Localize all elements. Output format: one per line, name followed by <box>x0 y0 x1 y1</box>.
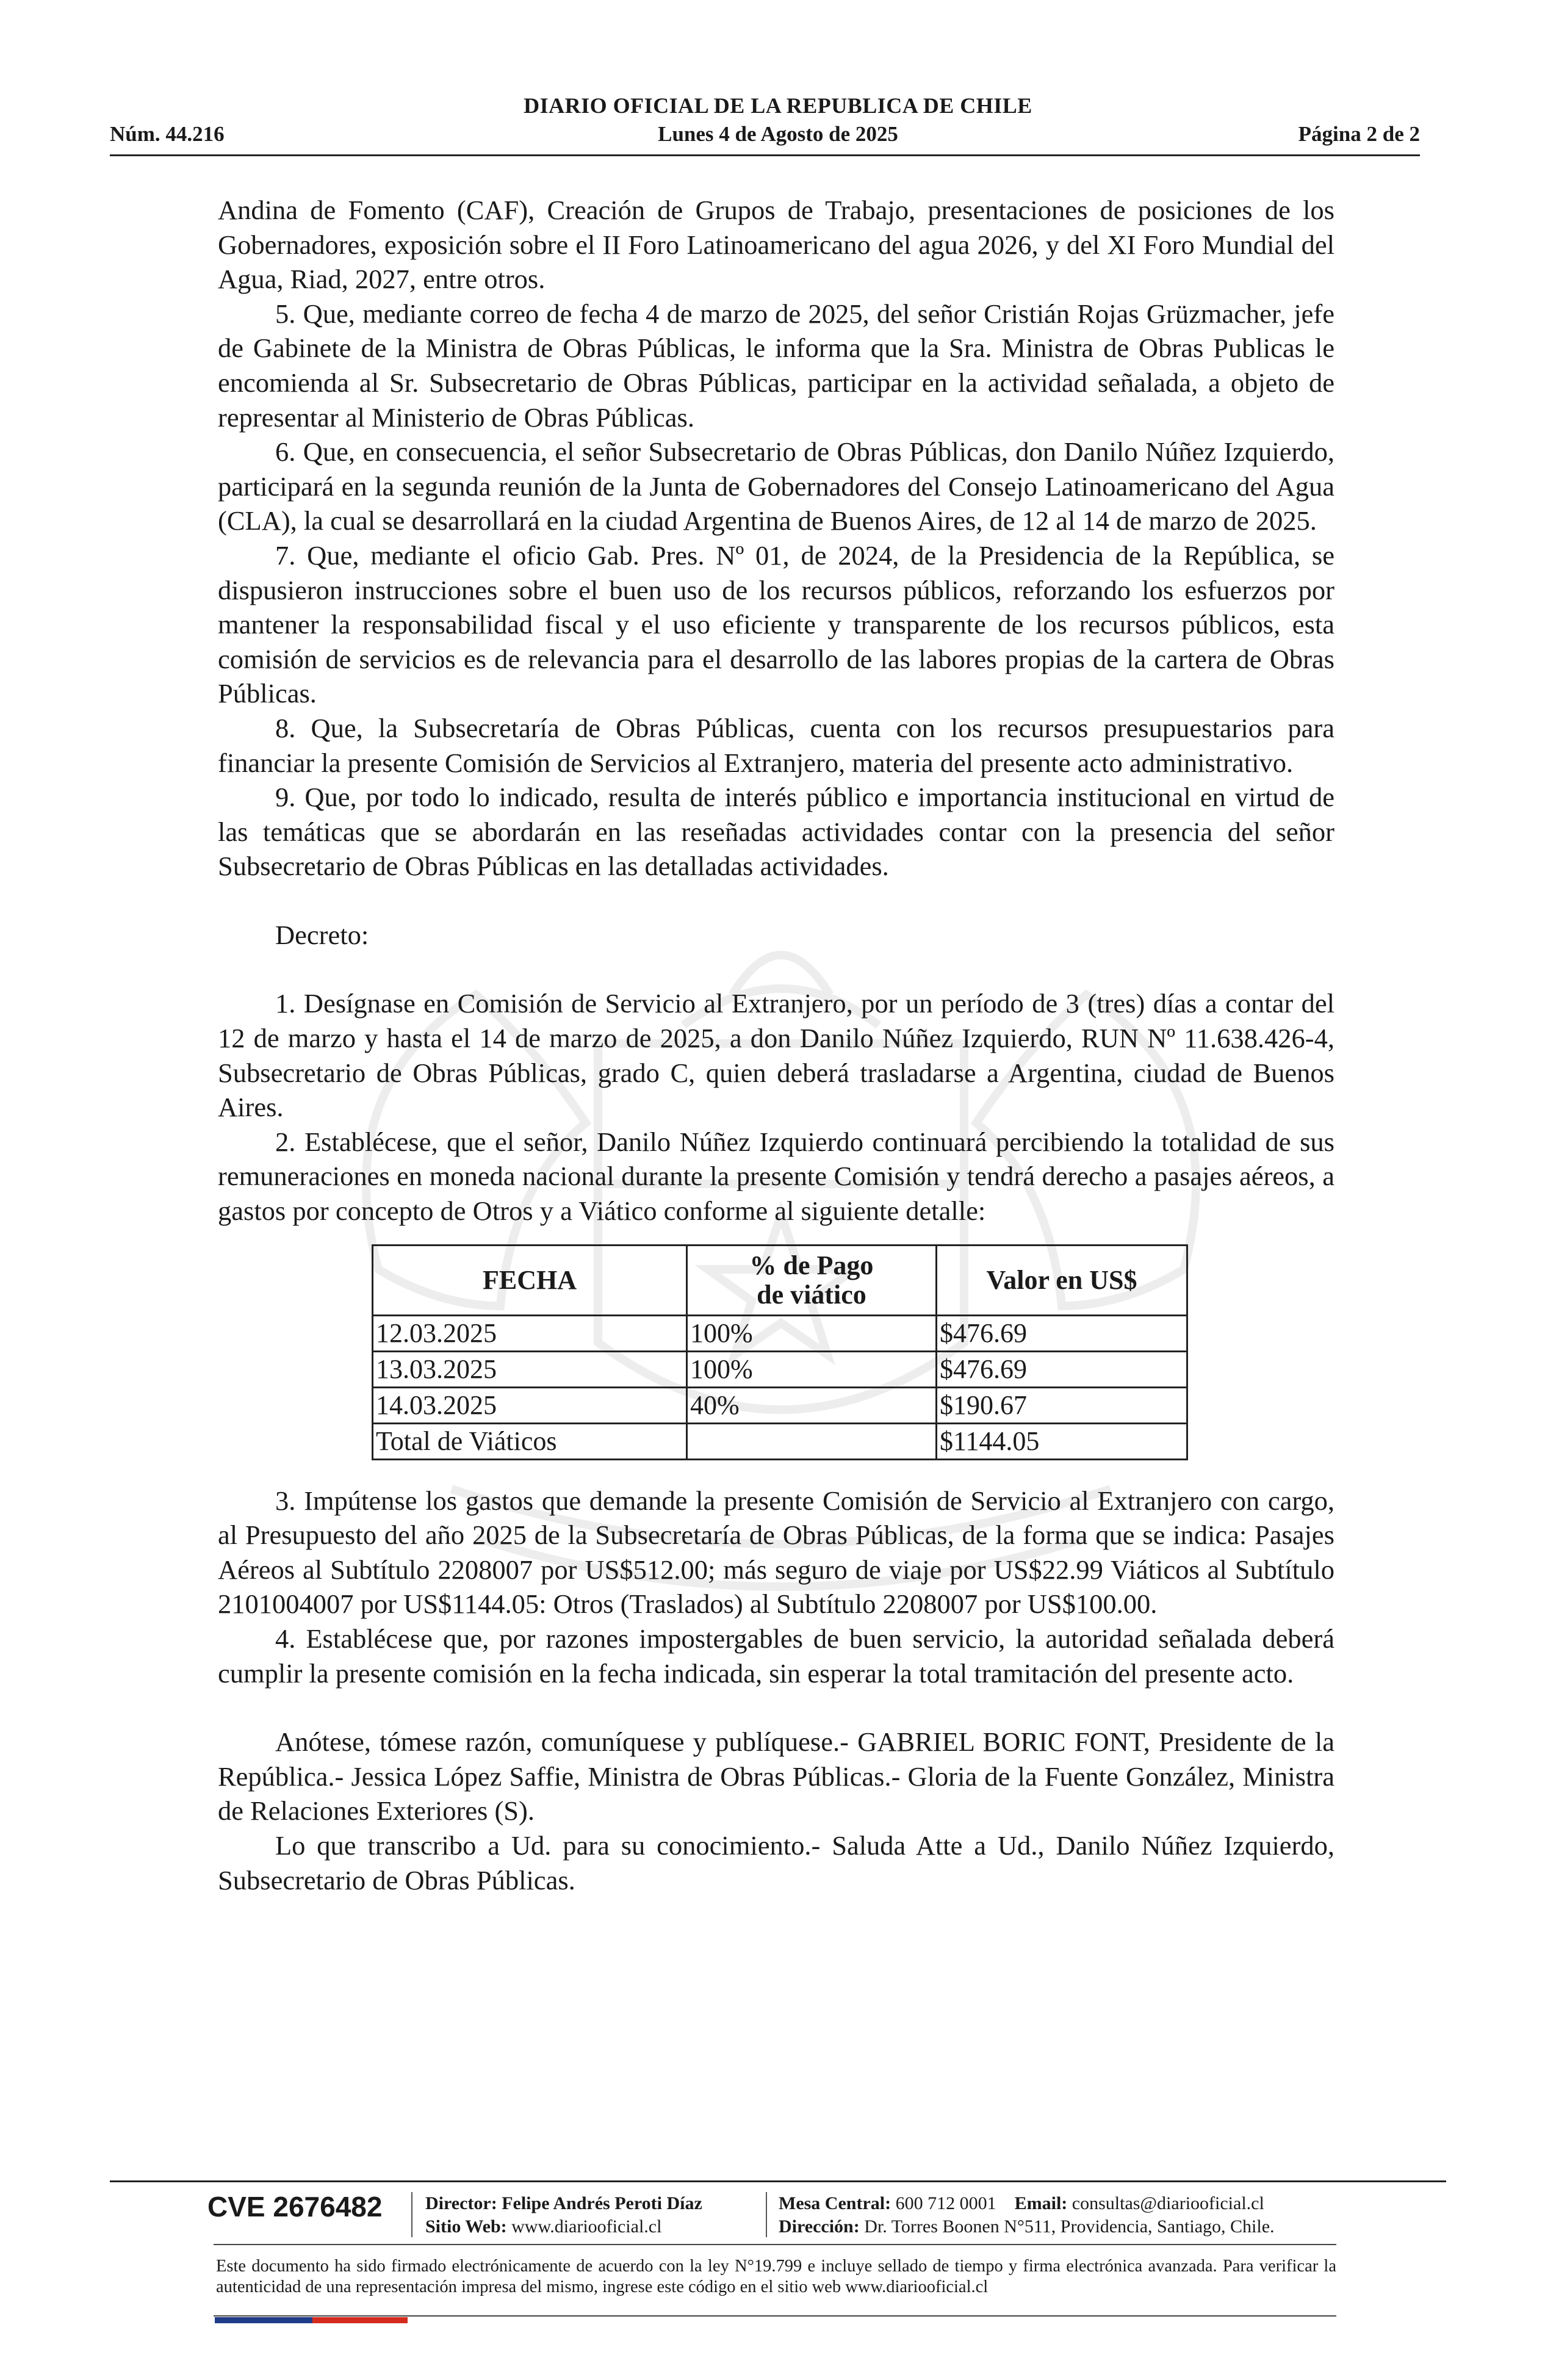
paragraph-9: 9. Que, por todo lo indicado, resulta de interés público e importancia institucional en virtud de las temáticas que se abordarán en las reseñadas actividades contar con la presencia del señor Subsecretario de Obras Públicas en las detalladas actividades. <box>218 782 1334 882</box>
footer-separator <box>411 2192 412 2237</box>
website-link[interactable]: www.diariooficial.cl <box>511 2216 662 2237</box>
table-header-row <box>373 1245 1187 1315</box>
cell-pago: 100% <box>687 1315 937 1351</box>
spacer <box>218 884 1334 918</box>
decree-article-4: 4. Establécese que, por razones impostergables de buen servicio, la autoridad señalada deberá cumplir la presente comisión en la fecha indicada, sin esperar la total tramitación del presente acto. <box>218 1623 1334 1689</box>
decreto-heading: Decreto: <box>275 919 369 950</box>
spacer <box>218 952 1334 986</box>
cell-fecha: 12.03.2025 <box>373 1315 687 1351</box>
mesa-label: Mesa Central: <box>779 2193 891 2213</box>
legal-notice: Este documento ha sido firmado electrónicamente de acuerdo con la ley N°19.799 e incluye sellado de tiempo y firma electrónica avanzada. Para verificar la autenticidad de una representación impresa del mismo, ingrese este código en el sitio web www.diariooficial.cl <box>216 2257 1336 2296</box>
header-pago <box>687 1245 937 1315</box>
footer-separator <box>766 2192 767 2237</box>
mesa-phone: 600 712 0001 <box>895 2193 996 2213</box>
newspaper-title: DIARIO OFICIAL DE LA REPUBLICA DE CHILE <box>524 93 1032 118</box>
address-value: Dr. Torres Boonen N°511, Providencia, Santiago, Chile. <box>864 2216 1275 2237</box>
cell-fecha: 13.03.2025 <box>373 1351 687 1387</box>
paragraph-6: 6. Que, en consecuencia, el señor Subsecretario de Obras Públicas, don Danilo Núñez Izquierdo, participará en la segunda reunión de la Junta de Gobernadores del Consejo Latinoamericano del Agua (CLA), la cual se desarrollará en la ciudad Argentina de Buenos Aires, de 12 al 14 de marzo de 2025. <box>218 436 1334 536</box>
cve-code: CVE 2676482 <box>207 2191 383 2223</box>
decree-article-3: 3. Impútense los gastos que demande la presente Comisión de Servicio al Extranjero con cargo, al Presupuesto del año 2025 de la Subsecretaría de Obras Públicas, de la forma que se indica: Pasajes Aéreos al Subtítulo 2208007 por US$512.00; más seguro de viaje por US$22.99 Viáticos al Subtítulo 2101004007 por US$1144.05: Otros (Traslados) al Subtítulo 2208007 por US$100.00. <box>218 1485 1334 1620</box>
closing-transcription: Lo que transcribo a Ud. para su conocimiento.- Saluda Atte a Ud., Danilo Núñez Izquierdo, Subsecretario de Obras Públicas. <box>218 1830 1334 1895</box>
table-total-row <box>373 1423 1187 1459</box>
document-body <box>218 193 1334 1897</box>
spacer <box>218 1690 1334 1725</box>
email-label: Email: <box>1014 2193 1068 2213</box>
cell-valor: $190.67 <box>937 1387 1187 1423</box>
paragraph-5: 5. Que, mediante correo de fecha 4 de marzo de 2025, del señor Cristián Rojas Grüzmacher, jefe de Gabinete de la Ministra de Obras Públicas, le informa que la Sra. Ministra de Obras Publicas le encomienda al Sr. Subsecretario de Obras Públicas, participar en la actividad señalada, a objeto de representar al Ministerio de Obras Públicas. <box>218 298 1334 433</box>
cell-pago: 40% <box>687 1387 937 1423</box>
paragraph-7: 7. Que, mediante el oficio Gab. Pres. Nº 01, de 2024, de la Presidencia de la República, se dispusieron instrucciones sobre el buen uso de los recursos públicos, reforzando los esfuerzos por mantener la responsabilidad fiscal y el uso eficiente y transparente de los recursos públicos, esta comisión de servicios es de relevancia para el desarrollo de las labores propias de la cartera de Obras Públicas. <box>218 539 1334 709</box>
address-label: Dirección: <box>779 2216 860 2237</box>
header-divider <box>110 154 1420 156</box>
cell-valor: $1144.05 <box>937 1423 1187 1459</box>
table-row <box>373 1315 1187 1351</box>
cell-fecha: 14.03.2025 <box>373 1387 687 1423</box>
table-row <box>373 1351 1187 1387</box>
footer-divider <box>214 2244 1336 2245</box>
footer-director-block <box>425 2192 702 2238</box>
table-row <box>373 1387 1187 1423</box>
website-label: Sitio Web: <box>425 2216 507 2237</box>
decree-article-1: 1. Desígnase en Comisión de Servicio al Extranjero, por un período de 3 (tres) días a contar del 12 de marzo y hasta el 14 de marzo de 2025, a don Danilo Núñez Izquierdo, RUN Nº 11.638.426-4, Subsecretario de Obras Públicas, grado C, quien deberá trasladarse a Argentina, ciudad de Buenos Aires. <box>218 988 1334 1123</box>
header-pago-line2: de viático <box>757 1279 866 1310</box>
viatico-table <box>372 1244 1188 1460</box>
flag-stripe-red <box>312 2317 408 2323</box>
footer-contact-block <box>779 2192 1275 2238</box>
page-number: Página 2 de 2 <box>1298 122 1420 146</box>
footer-divider <box>214 2315 1336 2317</box>
header-fecha: FECHA <box>373 1245 687 1315</box>
header-pago-line1: % de Pago <box>749 1250 874 1280</box>
footer-divider <box>110 2180 1446 2182</box>
cell-valor: $476.69 <box>937 1351 1187 1387</box>
paragraph-8: 8. Que, la Subsecretaría de Obras Públicas, cuenta con los recursos presupuestarios para financiar la presente Comisión de Servicios al Extranjero, materia del presente acto administrativo. <box>218 712 1334 778</box>
cell-valor: $476.69 <box>937 1315 1187 1351</box>
director-name: Felipe Andrés Peroti Díaz <box>502 2193 702 2213</box>
cell-fecha: Total de Viáticos <box>373 1423 687 1459</box>
flag-stripe-blue <box>215 2317 312 2323</box>
header-valor: Valor en US$ <box>937 1245 1187 1315</box>
issue-number: Núm. 44.216 <box>110 122 225 146</box>
cell-pago: 100% <box>687 1351 937 1387</box>
director-label: Director: <box>425 2193 497 2213</box>
email-link[interactable]: consultas@diariooficial.cl <box>1072 2193 1264 2213</box>
issue-date: Lunes 4 de Agosto de 2025 <box>658 122 898 146</box>
paragraph-continuation: Andina de Fomento (CAF), Creación de Grupos de Trabajo, presentaciones de posiciones de los Gobernadores, exposición sobre el II Foro Latinoamericano del agua 2026, y del XI Foro Mundial del Agua, Riad, 2027, entre otros. <box>218 195 1334 295</box>
closing-signatures: Anótese, tómese razón, comuníquese y publíquese.- GABRIEL BORIC FONT, Presidente de la República.- Jessica López Saffie, Ministra de Obras Públicas.- Gloria de la Fuente González, Ministra de Relaciones Exteriores (S). <box>218 1726 1334 1826</box>
cell-pago <box>687 1423 937 1459</box>
decree-article-2: 2. Establécese, que el señor, Danilo Núñez Izquierdo continuará percibiendo la totalidad de sus remuneraciones en moneda nacional durante la presente Comisión y tendrá derecho a pasajes aéreos, a gastos por concepto de Otros y a Viático conforme al siguiente detalle: <box>218 1126 1334 1227</box>
